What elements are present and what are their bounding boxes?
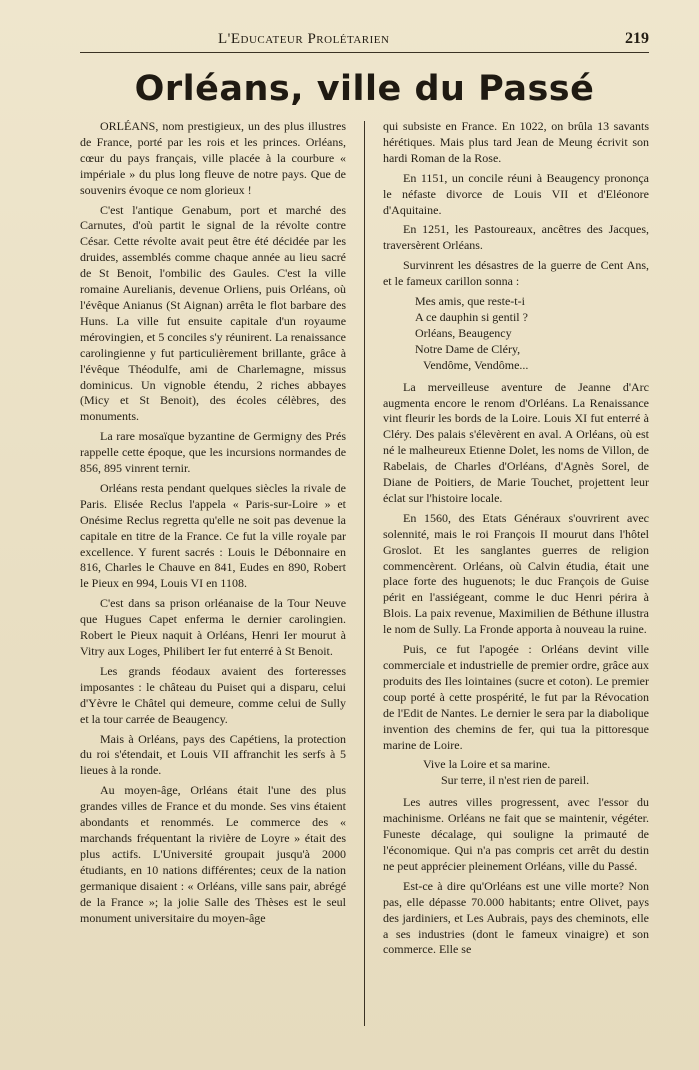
paragraph: La rare mosaïque byzantine de Germigny des Prés rappelle cette époque, que les incursions normandes de 856, 895 vinrent ternir.	[80, 429, 347, 476]
column-rule	[364, 121, 365, 1026]
paragraph: En 1151, un concile réuni à Beaugency prononça le néfaste divorce de Louis VII et d'Eléonore d'Aquitaine.	[382, 170, 649, 217]
paragraph: Est-ce à dire qu'Orléans est une ville morte? Non pas, elle dépasse 70.000 habitants; entre Olivet, pays des jardiniers, et Les Aubrais, pays des cheminots, elle a ses industries (dont le fameux vinaigre) et son commerce. Elle se	[382, 878, 649, 957]
left-column	[80, 119, 346, 1026]
right-column	[383, 119, 649, 1026]
paragraph: C'est l'antique Genabum, port et marché des Carnutes, d'où partit le signal de la révolte contre César. Cette révolte avait peut être été décidée par les druides, assemblés comme chaque année au lieu sacré de St Benoit, l'ombilic des Gaules. C'est la ville romaine Aurelianis, devenue Orliens, puis Orléans, où l'évêque Anianus (St Aignan) arrêta le flot barbare des Huns. La ville fut ensuite capitale d'un royaume mérovingien, et 5 conciles s'y réunirent. La renaissance carolingienne y fut particulièrement brillante, grâce à l'évêque Théodulfe, ami de Charlemagne, missus dominicus. Un vignoble étendu, 2 riches abbayes (Micy et St Benoit), des écoles célèbres, des monuments.	[80, 202, 347, 424]
verse-line: Vendôme, Vendôme...	[422, 357, 529, 372]
verse-line: Sur terre, il n'est rien de pareil.	[440, 773, 590, 788]
verse-line: Notre Dame de Cléry,	[414, 341, 521, 356]
couplet	[423, 757, 649, 789]
carillon-song	[415, 294, 649, 374]
verse-line: A ce dauphin si gentil ?	[414, 309, 528, 324]
article-body	[80, 119, 649, 1026]
paragraph: En 1251, les Pastoureaux, ancêtres des Jacques, traversèrent Orléans.	[382, 222, 649, 253]
paragraph: Survinrent les désastres de la guerre de Cent Ans, et le fameux carillon sonna :	[382, 258, 649, 289]
page-header	[80, 30, 649, 53]
verse-line: Mes amis, que reste-t-i	[414, 294, 525, 309]
paragraph: En 1560, des Etats Généraux s'ouvrirent avec solennité, mais le roi François II mourut dans l'hôtel Groslot. Et les sanglantes guerres de religion commencèrent. Orléans, où Calvin étudia, était une place forte des huguenots; le duc François de Guise périt en l'assiégeant, comme le duc Henri périra à Blois. La paix revenue, Maximilien de Béthune illustra le nom de Sully. La Fronde apporta à nouveau la ruine.	[382, 510, 649, 637]
paragraph: Mais à Orléans, pays des Capétiens, la protection du roi s'étendait, et Louis VII affranchit les serfs à 5 lieues à la ronde.	[80, 731, 347, 778]
paragraph: C'est dans sa prison orléanaise de la Tour Neuve que Hugues Capet enferma le dernier carolingien. Robert le Pieux naquit à Orléans, Henri Ier mourut à Vitry aux Loges, Philibert Ier fut enterré à St Benoit.	[80, 596, 347, 658]
verse-line: Vive la Loire et sa marine.	[422, 757, 551, 772]
article-title: Orléans, ville du Passé	[134, 69, 595, 109]
paragraph: qui subsiste en France. En 1022, on brûla 13 savants hérétiques. Mais plus tard Jean de Meung écrivit son hardi Roman de la Rose.	[382, 119, 649, 165]
paragraph: Les grands féodaux avaient des forteresses imposantes : le château du Puiset qui a disparu, celui d'Yèvre le Châtel qui demeure, comme celui de Sully et la tour carrée de Beaugency.	[80, 663, 347, 726]
paragraph: Orléans resta pendant quelques siècles la rivale de Paris. Elisée Reclus l'appela « Paris-sur-Loire » et Onésime Reclus regretta qu'elle ne soit pas devenue la capitale en titre de la France. Ce fut la ville royale par excellence. Y furent sacrés : Louis le Débonnaire en 816, Charles le Chauve en 841, Eudes en 890, Robert le Pieux en 994, Louis VI en 1108.	[80, 480, 347, 591]
paragraph: Les autres villes progressent, avec l'essor du machinisme. Orléans ne fait que se maintenir, végéter. Funeste décalage, qui souligne la primauté de l'économique. Qui n'a pas compris cet arrêt du destin ne peut apprécier pleinement Orléans, ville du Passé.	[382, 795, 649, 873]
paragraph: La merveilleuse aventure de Jeanne d'Arc augmenta encore le renom d'Orléans. La Renaissance vint fleurir les bords de la Loire. Louis XI fut enterré à Cléry. Des palais s'élevèrent en aval. A Orléans, où est né le malheureux Etienne Dolet, les noms de Villon, de Rabelais, de Charles d'Orléans, d'Agnès Sorel, de Diane de Poitiers, de Marie Touchet, projettent leur éclat sur l'histoire locale.	[382, 379, 649, 505]
paragraph: Puis, ce fut l'apogée : Orléans devint ville commerciale et industrielle de premier ordre, grâce aux produits des Iles lointaines (sucre et coton). Le premier coup porté à cette prospérité, le fut par la Révocation de l'Edit de Nantes. Le dernier le sera par la diabolique invention des chemins de fer, qui tua la pittoresque marine de Loire.	[382, 642, 649, 752]
paragraph: ORLÉANS, nom prestigieux, un des plus illustres de France, porté par les rois et les princes. Orléans, cœur du pays français, ville placée à la courbure « impériale » du plus long fleuve de notre pays. Que de souvenirs évoque ce nom glorieux !	[80, 119, 347, 197]
page-number: 219	[625, 30, 649, 47]
verse-line: Orléans, Beaugency	[414, 325, 512, 340]
running-title: L'Educateur Prolétarien	[218, 31, 390, 47]
paragraph: Au moyen-âge, Orléans était l'une des plus grandes villes de France et du monde. Ses vins étaient abondants et renommés. Le commerce des « marchands fréquentant la rivière de Loyre » était des plus actifs. L'Université groupait jusqu'à 2000 étudiants, en 10 nations différentes; ceux de la nation germanique disaient : « Orléans, ville sans pair, abrégé de la France »; la jolie Salle des Thèses est le seul monument universitaire du moyen-âge	[80, 783, 347, 925]
